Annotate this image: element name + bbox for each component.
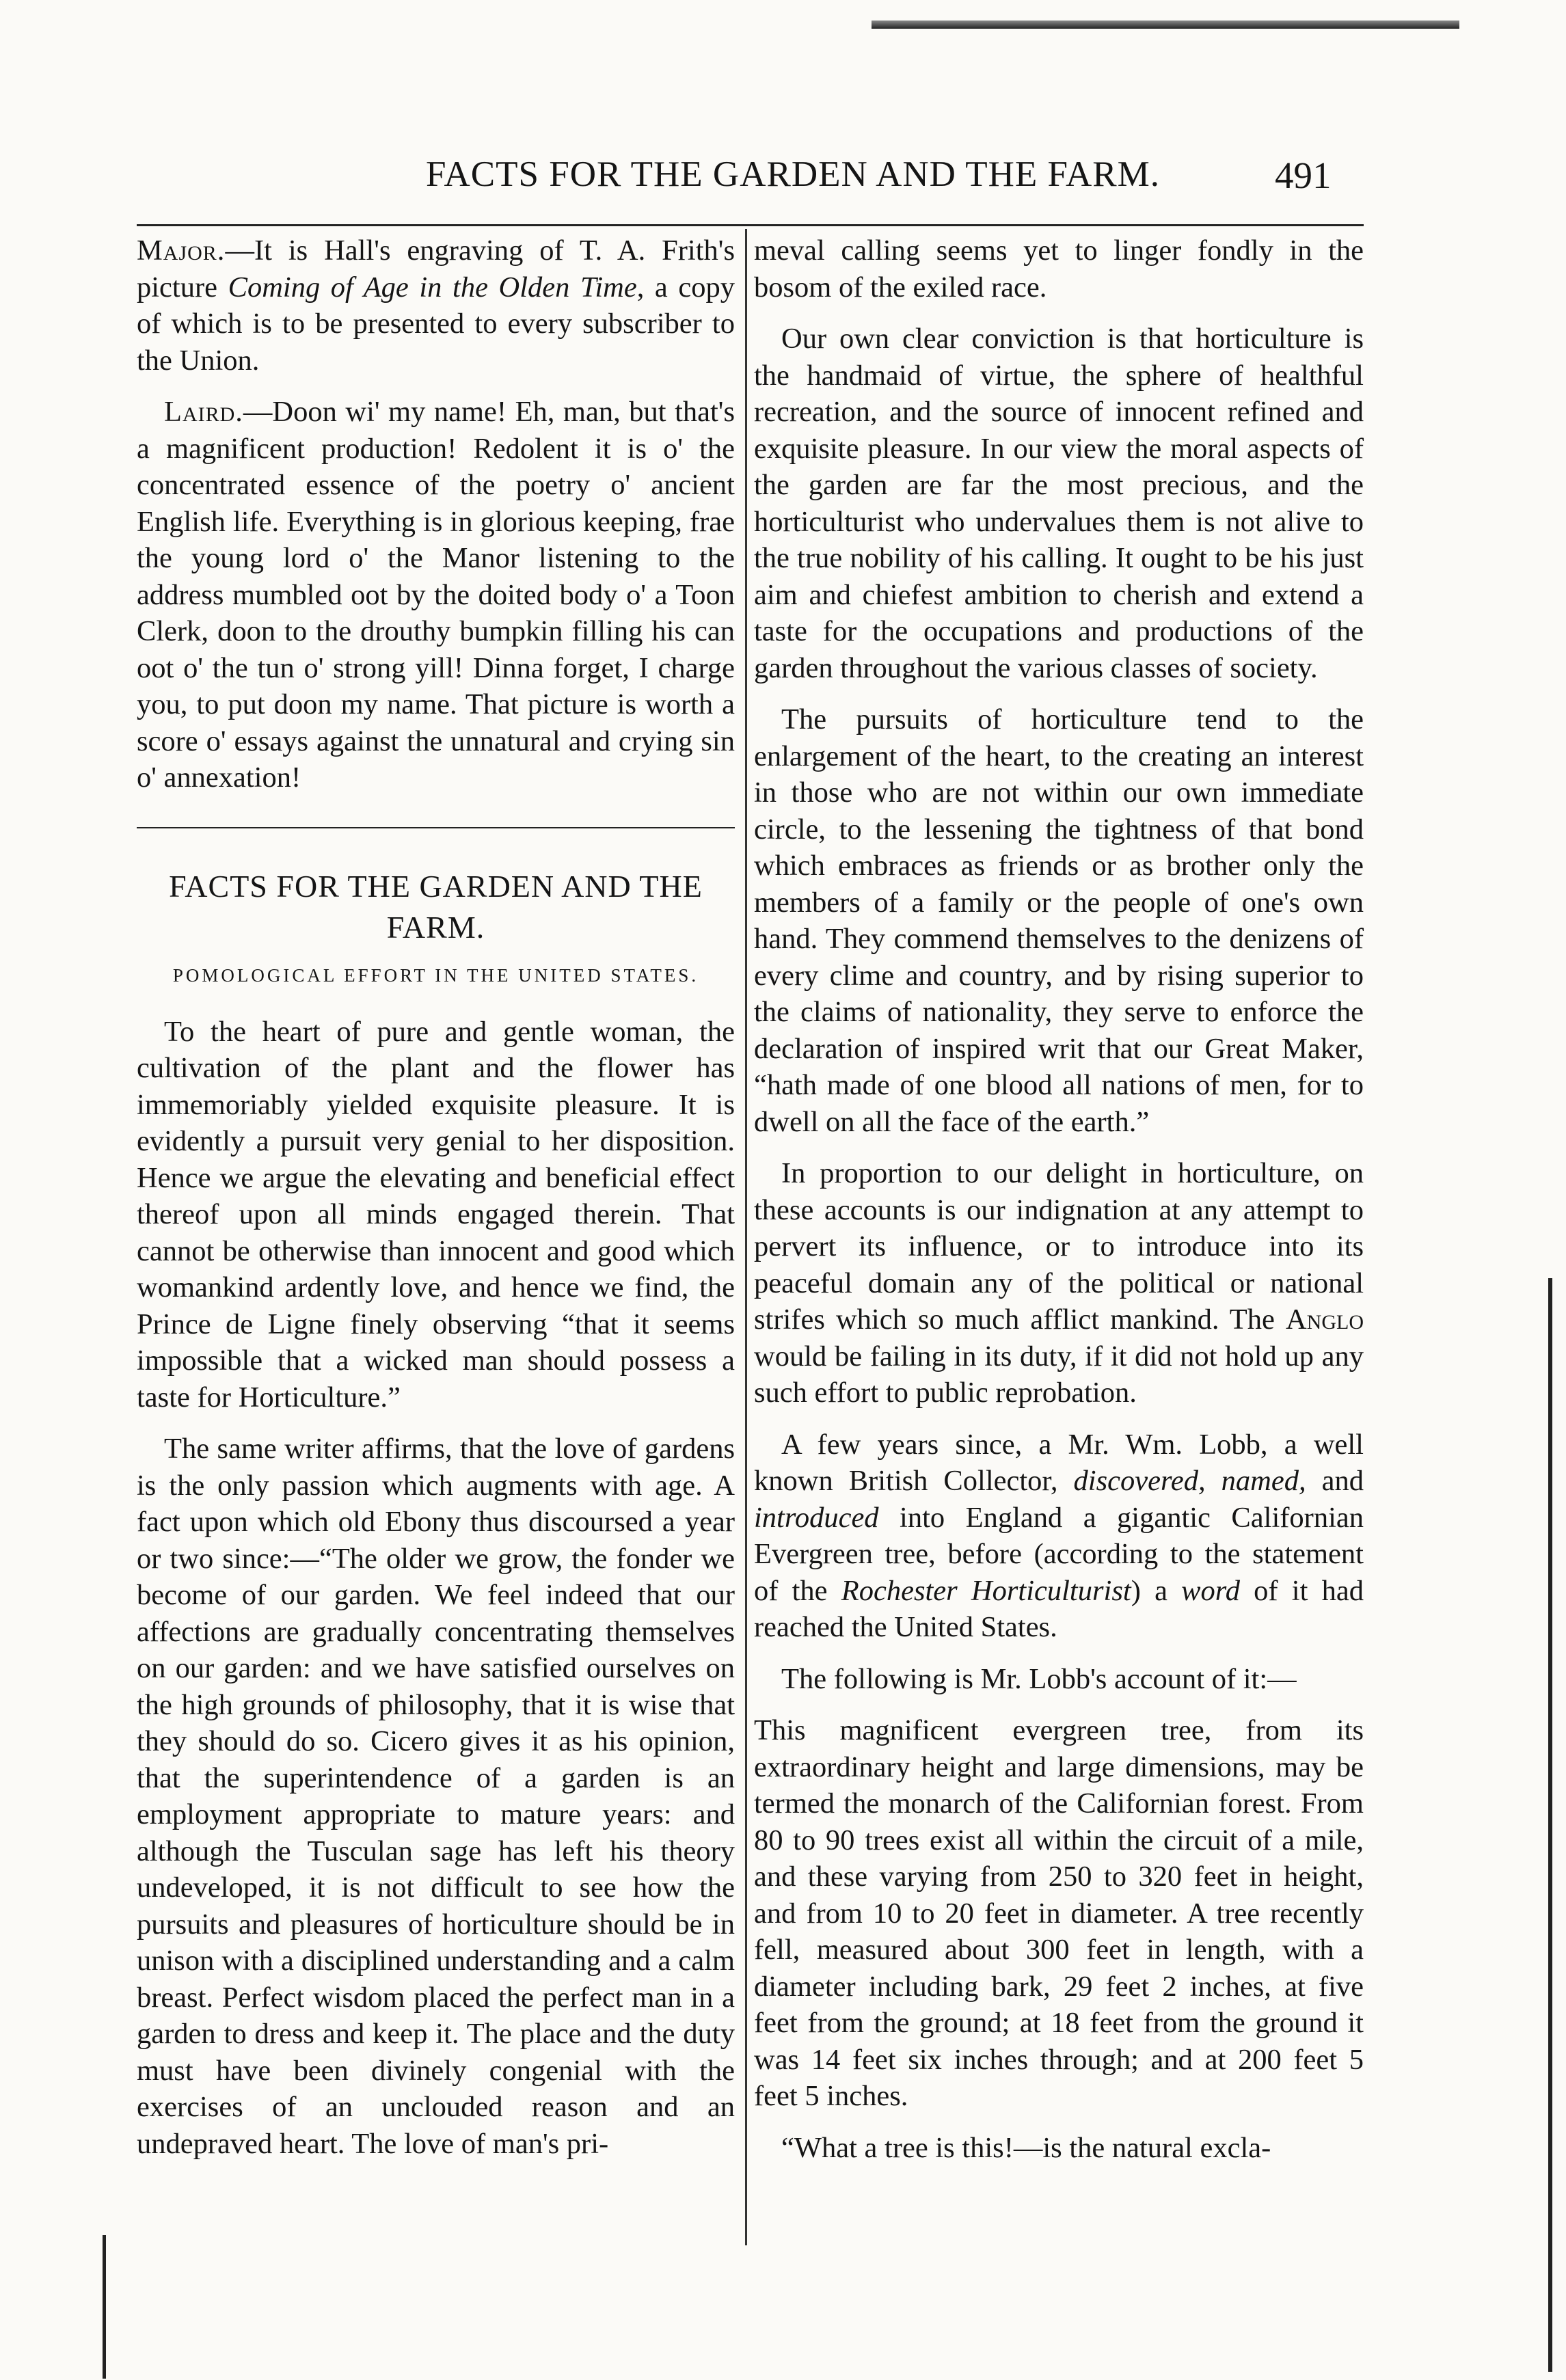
page-header	[0, 154, 1566, 222]
top-edge-rule	[872, 21, 1459, 29]
article-paragraph: The same writer affirms, that the love of gardens is the only passion which augments with age. A fact upon which old Ebony thus discoursed a year or two since:—“The older we grow, the fonder we become of our garden. We feel indeed that our affections are gradually concentrating themselves on our garden: and we have satisfied ourselves on the high grounds of philosophy, that it is wise that they should do so. Cicero gives it as his opinion, that the superintendence of a garden is an employment appropriate to mature years: and although the Tusculan sage has left his theory undeveloped, it is not difficult to see how the pursuits and pleasures of horticulture should be in unison with a disciplined understanding and a calm breast. Perfect wisdom placed the perfect man in a garden to dress and keep it. The place and the duty must have been divinely congenial with the exercises of an unclouded reason and an undepraved heart. The love of man's pri-	[137, 1433, 735, 2160]
article-paragraph: To the heart of pure and gentle woman, the cultivation of the plant and the flower has immemoriably yielded exquisite pleasure. It is evidently a pursuit very genial to her disposition. Hence we argue the elevating and beneficial effect thereof upon all minds engaged therein. That cannot be otherwise than innocent and good which womankind ardently love, and hence we find, the Prince de Ligne finely observing “that it seems impossible that a wicked man should possess a taste for Horticulture.”	[137, 1015, 735, 1414]
paragraph-text: A few years since, a Mr. Wm. Lobb, a well known British Collector,	[754, 1428, 1364, 1497]
speaker-major: Major.	[137, 234, 226, 267]
page-edge-mark	[103, 2235, 106, 2379]
dialogue-text: —Doon wi' my name! Eh, man, but that's a magnificent production! Redolent it is o' the concentrated essence of the poetry o' ancient English life. Everything is in glorious keeping, frae the young lord o' the Manor listening to the address mumbled oot by the doited body o' a Toon Clerk, doon to the drouthy bumpkin filling his can oot o' the tun o' strong yill! Dinna forget, I charge you, to put doon my name. That picture is worth a score o' essays against the unnatural and crying sin o' annexation!	[137, 396, 735, 794]
emphasis-text: introduced	[754, 1501, 879, 1534]
dialogue-laird	[137, 394, 735, 796]
section-title: FACTS FOR THE GARDEN AND THE FARM.	[169, 868, 703, 945]
right-column	[754, 232, 1364, 2181]
quoted-account: This magnificent evergreen tree, from its extraordinary height and large dimensions, may be termed the monarch of the Californian forest. From 80 to 90 trees exist all within the circuit of a mile, and these varying from 250 to 320 feet in height, and from 10 to 20 feet in diameter. A tree recently fell, measured about 300 feet in length, with a diameter including bark, 29 feet 2 inches, at five feet from the ground; at 18 feet from the ground it was 14 feet six inches through; and at 200 feet 5 feet 5 inches.	[754, 1714, 1364, 2112]
header-rule	[137, 224, 1364, 226]
article-paragraph: meval calling seems yet to linger fondly in the bosom of the exiled race.	[754, 234, 1364, 303]
article-paragraph	[754, 1155, 1364, 1411]
article-paragraph: Our own clear conviction is that horticulture is the handmaid of virtue, the sphere of healthful recreation, and the source of innocent refined and exquisite pleasure. In our view the moral aspects of the garden are far the most precious, and the horticulturist who undervalues them is not alive to the true nobility of his calling. It ought to be his just aim and chiefest ambition to cherish and extend a taste for the occupations and productions of the garden throughout the various classes of society.	[754, 323, 1364, 684]
dialogue-major	[137, 232, 735, 379]
article-paragraph: “What a tree is this!—is the natural excla-	[781, 2131, 1271, 2164]
paragraph-text: and	[1306, 1465, 1364, 1497]
running-title: FACTS FOR THE GARDEN AND THE FARM.	[425, 154, 1161, 194]
picture-title: Coming of Age in the Olden Time	[228, 271, 637, 303]
page-number: 491	[1275, 154, 1332, 196]
left-column	[137, 232, 735, 2177]
paragraph-text: into England a gigantic Californian Evergreen tree, before (according to the statement of the	[754, 1501, 1364, 1607]
section-separator	[137, 827, 735, 828]
article-paragraph: The pursuits of horticulture tend to the enlargement of the heart, to the creating an interest in those who are not within our own immediate circle, to the lessening the tightness of that bond which embraces as friends or as brother only the members of a family or the people of one's own hand. They commend themselves to the denizens of every clime and country, and by rising superior to the claims of nationality, they serve to enforce the declaration of inspired writ that our Great Maker, “hath made of one blood all nations of men, for to dwell on all the face of the earth.”	[754, 703, 1364, 1138]
paragraph-text: would be failing in its duty, if it did not hold up any such effort to public reprobation.	[754, 1340, 1364, 1409]
column-divider	[745, 229, 747, 2245]
emphasis-text: discovered, named,	[1073, 1465, 1306, 1497]
publication-name: Anglo	[1285, 1303, 1364, 1336]
paragraph-text: ) a	[1131, 1574, 1182, 1607]
section-subtitle: POMOLOGICAL EFFORT IN THE UNITED STATES.	[172, 964, 699, 986]
page-edge-mark	[1548, 1278, 1552, 2372]
speaker-laird: Laird.	[164, 396, 243, 428]
article-paragraph	[754, 1426, 1364, 1646]
article-paragraph: The following is Mr. Lobb's account of it:—	[781, 1662, 1297, 1695]
dialogue-text: , a copy of which is to be presented to every subscriber to the Union.	[137, 271, 735, 377]
emphasis-text: word	[1181, 1574, 1240, 1607]
paragraph-text: In proportion to our delight in horticulture, on these accounts is our indignation at any attempt to pervert its influence, or to introduce into its peaceful domain any of the political or national strifes which so much afflict mankind. The	[754, 1157, 1364, 1336]
journal-title: Rochester Horticulturist	[841, 1574, 1131, 1607]
paragraph-text: of it had reached the United States.	[754, 1574, 1364, 1643]
dialogue-text: —It is Hall's engraving of T. A. Frith's picture	[137, 234, 735, 303]
